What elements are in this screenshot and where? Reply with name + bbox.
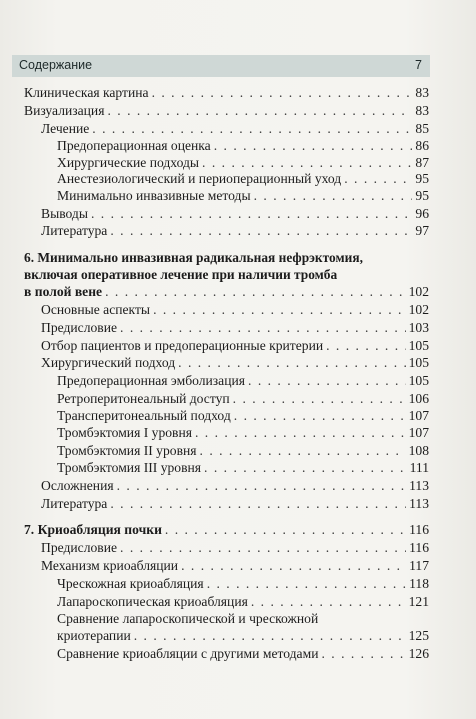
toc-entry-page: 125 [408,628,429,643]
toc-entry-page: 121 [408,594,429,609]
toc-entry-label: Предоперационная оценка [57,138,211,153]
toc-entry-page: 85 [415,121,429,136]
toc-entry-page: 97 [415,223,429,238]
leader-dots [200,443,406,459]
toc-entry[interactable] [41,478,429,494]
toc-entry[interactable] [57,460,429,476]
toc-entry-label: Минимально инвазивные методы [57,188,251,203]
toc-entry-label: Сравнение криоабляции с другими методами [57,646,319,661]
toc-entry-page: 87 [415,155,429,170]
header-title: Содержание [19,58,93,72]
toc-entry-page: 113 [409,496,429,511]
toc-entry[interactable] [57,628,429,644]
toc-entry-label: Предоперационная эмболизация [57,373,246,388]
toc-entry-label: Хирургические подходы [57,155,200,170]
toc-entry[interactable] [57,408,429,424]
leader-dots [134,628,406,644]
chapter-heading-line: включая оперативное лечение при наличии тромба [24,267,338,282]
leader-dots [254,188,413,204]
leader-dots [233,391,406,407]
toc-entry-label: Предисловие [41,320,118,335]
toc-entry[interactable] [57,188,429,204]
toc-entry[interactable] [41,355,429,371]
leader-dots [110,496,406,512]
toc-entry[interactable] [57,155,429,171]
leader-dots [214,138,413,154]
leader-dots [248,373,406,389]
chapter-heading-entry[interactable] [24,522,429,538]
leader-dots [178,355,405,371]
toc-entry[interactable] [41,302,429,318]
leader-dots [321,646,405,662]
toc-entry-page: 83 [415,103,429,118]
toc-entry-page: 105 [408,338,429,353]
toc-entry[interactable] [41,338,429,354]
toc-entry-page: 86 [415,138,429,153]
toc-entry[interactable] [57,391,429,407]
leader-dots [207,576,406,592]
leader-dots [326,338,405,354]
toc-entry-label: Лапароскопическая криоабляция [57,594,248,609]
toc-entry[interactable] [57,373,429,389]
toc-entry-label: Отбор пациентов и предоперационные критерии [41,338,324,353]
toc-entry[interactable] [57,646,429,662]
toc-entry-page: 102 [408,302,429,317]
leader-dots [110,223,412,239]
chapter-heading-line: 6. Минимально инвазивная радикальная нефрэктомия, [24,250,363,265]
leader-dots [153,302,406,318]
toc-entry-label: Литература [41,223,108,238]
toc-entry-label: Лечение [41,121,90,136]
toc-entry-label: Чрескожная криоабляция [57,576,204,591]
toc-entry-page: 105 [408,355,429,370]
toc-entry[interactable] [41,121,429,137]
toc-entry[interactable] [41,320,429,336]
toc-entry-page: 107 [408,425,429,440]
toc-entry[interactable] [41,558,429,574]
leader-dots [165,522,406,538]
header-page-number: 7 [415,58,422,72]
chapter-heading-label: в полой вене [24,284,103,299]
toc-entry-page: 117 [409,558,429,573]
chapter-heading-page: 116 [409,522,429,537]
toc-entry-page: 95 [415,171,429,186]
toc-entry[interactable] [57,425,429,441]
leader-dots [91,206,412,222]
leader-dots [234,408,406,424]
toc-entry-label: криотерапии [57,628,131,643]
toc-entry[interactable] [41,540,429,556]
leader-dots [344,171,412,187]
leader-dots [204,460,407,476]
toc-entry[interactable] [57,138,429,154]
leader-dots [117,478,407,494]
toc-entry-label: Выводы [41,206,88,221]
toc-entry-page: 116 [409,540,429,555]
toc-entry-label: Трансперитонеальный подход [57,408,231,423]
leader-dots [120,540,406,556]
toc-entry-label: Осложнения [41,478,114,493]
toc-entry[interactable] [57,576,429,592]
running-header [12,55,430,77]
toc-entry[interactable] [57,171,429,187]
toc-entry-label: Тромбэктомия I уровня [57,425,192,440]
chapter-heading-label: 7. Криоабляция почки [24,522,162,537]
toc-entry-label: Клиническая картина [24,85,149,100]
toc-entry-page: 111 [409,460,429,475]
toc-entry-label: Хирургический подход [41,355,176,370]
toc-entry-page: 105 [408,373,429,388]
toc-entry[interactable] [24,103,429,119]
leader-dots [202,155,412,171]
toc-entry-page: 106 [408,391,429,406]
toc-entry-page: 107 [408,408,429,423]
toc-entry-page: 95 [415,188,429,203]
leader-dots [120,320,406,336]
leader-dots [152,85,413,101]
toc-entry[interactable] [41,496,429,512]
toc-entry-page: 103 [408,320,429,335]
toc-entry[interactable] [57,594,429,610]
leader-dots [107,103,412,119]
toc-entry-page: 113 [409,478,429,493]
toc-entry-page: 96 [415,206,429,221]
toc-entry-page: 126 [408,646,429,661]
toc-entry-label: Основные аспекты [41,302,151,317]
leader-dots [105,284,406,300]
toc-entry-label: Тромбэктомия II уровня [57,443,197,458]
toc-entry[interactable] [57,443,429,459]
leader-dots [251,594,406,610]
toc-entry[interactable] [41,223,429,239]
toc-entry-label-continued: Сравнение лапароскопической и чрескожной [57,611,319,626]
leader-dots [195,425,406,441]
toc-entry-label: Тромбэктомия III уровня [57,460,202,475]
leader-dots [92,121,412,137]
toc-entry-label: Анестезиологический и периоперационный уход [57,171,342,186]
toc-entry-label: Предисловие [41,540,118,555]
toc-entry-page: 83 [415,85,429,100]
toc-entry-label: Механизм криоабляции [41,558,179,573]
toc-entry-label: Визуализация [24,103,105,118]
toc-entry[interactable] [41,206,429,222]
toc-entry[interactable] [24,85,429,101]
toc-entry-label: Литература [41,496,108,511]
chapter-heading-page: 102 [408,284,429,299]
chapter-heading-entry[interactable] [24,284,429,300]
toc-entry-page: 108 [408,443,429,458]
toc-entry-label: Ретроперитонеальный доступ [57,391,230,406]
toc-entry-page: 118 [409,576,429,591]
leader-dots [181,558,406,574]
